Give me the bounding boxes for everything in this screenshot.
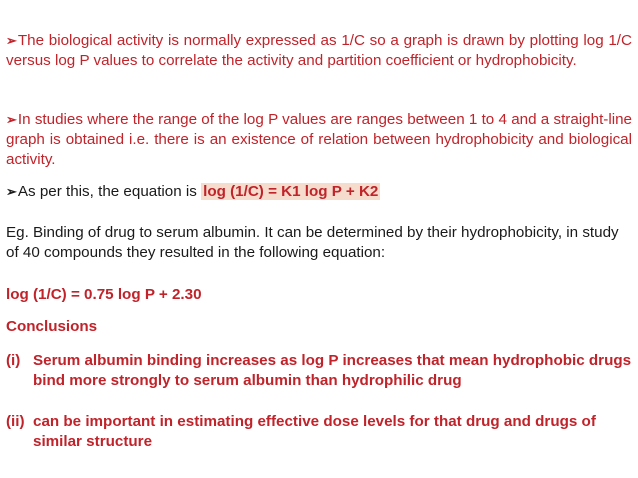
bullet-general-equation <box>6 182 632 202</box>
bullet-text: As per this, the equation is <box>17 183 202 200</box>
arrow-bullet-icon: ➢ <box>6 184 17 199</box>
arrow-bullet-icon: ➢ <box>6 33 17 48</box>
bullet-text: In studies where the range of the log P values are ranges between 1 to 4 and a straight-line graph is obtained i.e. there is an existence of relation between hydrophobicity and biological activity. <box>6 111 632 168</box>
bullet-text: The biological activity is normally expressed as 1/C so a graph is drawn by plotting log 1/C versus log P values to correlate the activity and partition coefficient or hydrophobicity. <box>6 32 632 69</box>
example-equation: log (1/C) = 0.75 log P + 2.30 <box>6 286 202 303</box>
conclusion-item <box>6 351 632 391</box>
general-equation-formula: log (1/C) = K1 log P + K2 <box>203 183 379 200</box>
conclusion-item <box>6 412 632 452</box>
bullet-log-p-range <box>6 110 632 170</box>
conclusion-text: can be important in estimating effective dose levels for that drug and drugs of similar structure <box>33 413 596 450</box>
conclusions-heading: Conclusions <box>6 318 98 335</box>
arrow-bullet-icon: ➢ <box>6 112 17 127</box>
example-text: Eg. Binding of drug to serum albumin. It can be determined by their hydrophobicity, in study of 40 compounds they resulted in the following equation: <box>6 224 619 261</box>
conclusion-text: Serum albumin binding increases as log P increases that mean hydrophobic drugs bind more strongly to serum albumin than hydrophilic drug <box>33 352 632 389</box>
conclusion-number: (i) <box>6 352 21 369</box>
conclusion-number: (ii) <box>6 413 25 430</box>
bullet-biological-activity <box>6 31 632 71</box>
